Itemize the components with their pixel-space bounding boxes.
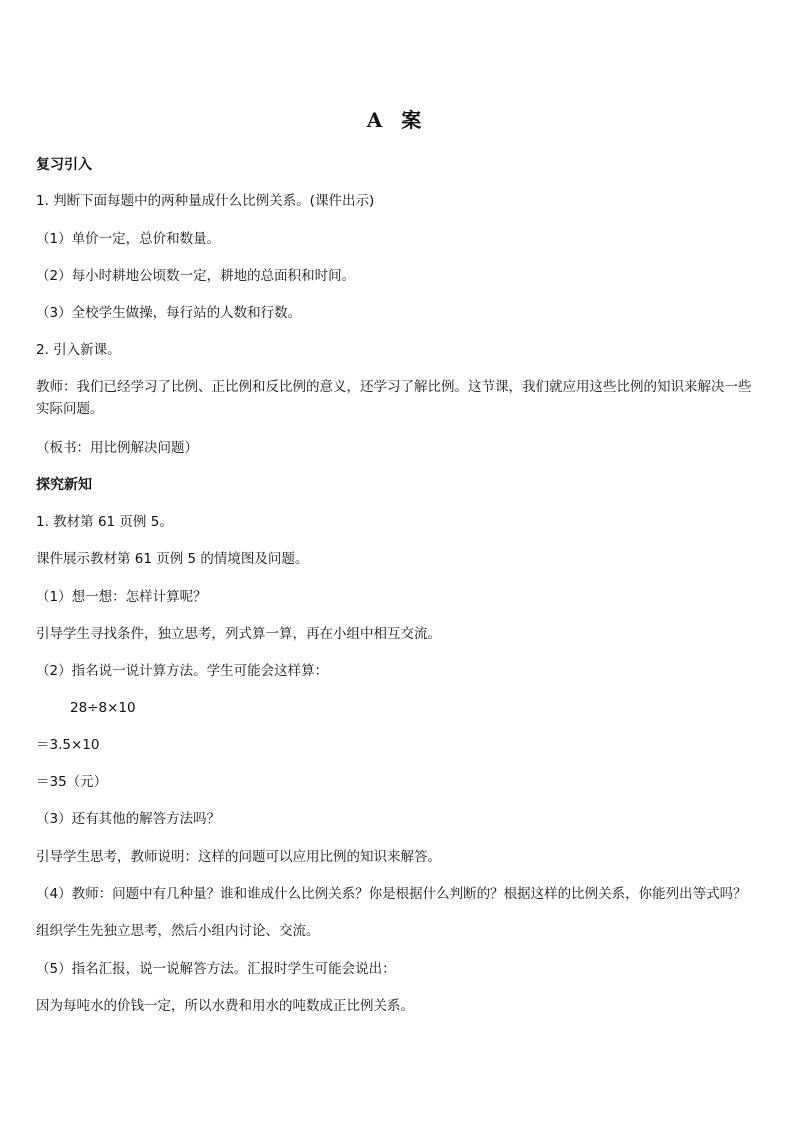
paragraph: 因为每吨水的价钱一定，所以水费和用水的吨数成正比例关系。 bbox=[36, 998, 414, 1014]
paragraph: 2. 引入新课。 bbox=[36, 342, 121, 358]
section-heading-explore: 探究新知 bbox=[36, 477, 92, 493]
paragraph: （2）每小时耕地公顷数一定，耕地的总面积和时间。 bbox=[36, 268, 356, 284]
paragraph: 1. 判断下面每题中的两种量成什么比例关系。(课件出示) bbox=[36, 193, 375, 209]
paragraph: （2）指名说一说计算方法。学生可能会这样算： bbox=[36, 663, 329, 679]
equation-line: ＝3.5×10 bbox=[36, 737, 100, 753]
paragraph: （1）单价一定，总价和数量。 bbox=[36, 231, 221, 247]
equation-line: 28÷8×10 bbox=[70, 700, 136, 716]
paragraph: （4）教师：问题中有几种量？谁和谁成什么比例关系？你是根据什么判断的？根据这样的比例关系，你能列出等式吗？ bbox=[36, 886, 747, 902]
section-heading-review: 复习引入 bbox=[36, 157, 92, 173]
paragraph: 引导学生思考，教师说明：这样的问题可以应用比例的知识来解答。 bbox=[36, 849, 441, 865]
paragraph: （5）指名汇报，说一说解答方法。汇报时学生可能会说出： bbox=[36, 961, 396, 977]
paragraph: 1. 教材第 61 页例 5。 bbox=[36, 514, 173, 530]
paragraph: （3）还有其他的解答方法吗？ bbox=[36, 811, 221, 827]
paragraph: 课件展示教材第 61 页例 5 的情境图及问题。 bbox=[36, 551, 309, 567]
paragraph: （3）全校学生做操，每行站的人数和行数。 bbox=[36, 305, 302, 321]
document-title: A 案 bbox=[366, 108, 428, 132]
equation-line: ＝35（元） bbox=[36, 774, 108, 790]
paragraph: （1）想一想：怎样计算呢？ bbox=[36, 589, 207, 605]
paragraph: 组织学生先独立思考，然后小组内讨论、交流。 bbox=[36, 923, 320, 939]
paragraph: 引导学生寻找条件，独立思考，列式算一算，再在小组中相互交流。 bbox=[36, 626, 441, 642]
paragraph: 教师：我们已经学习了比例、正比例和反比例的意义，还学习了解比例。这节课，我们就应用这些比例的知识来解决一些实际问题。 bbox=[36, 379, 752, 417]
paragraph: （板书：用比例解决问题） bbox=[36, 440, 198, 456]
